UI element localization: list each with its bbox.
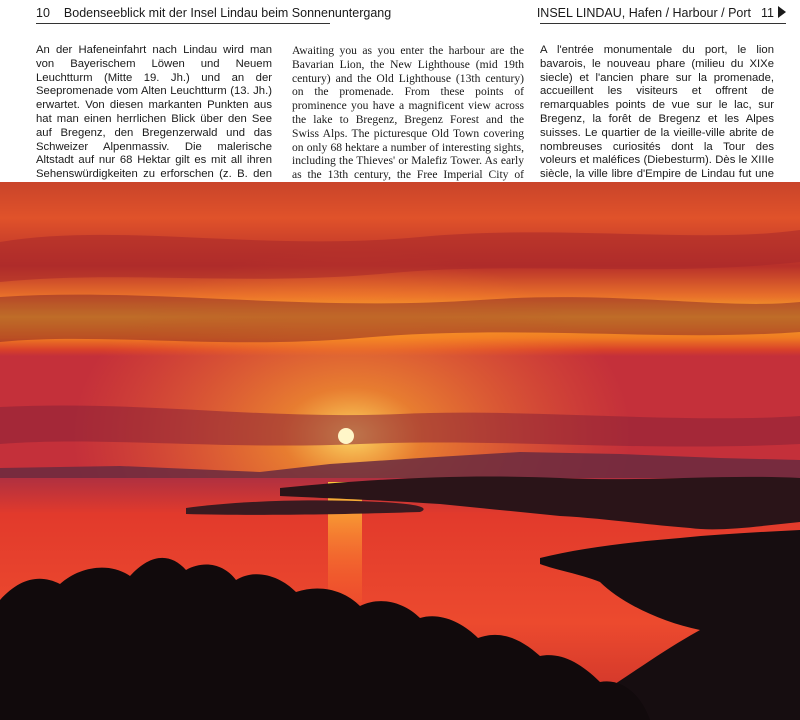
left-header xyxy=(36,6,391,20)
sunset-photo-svg xyxy=(0,182,800,720)
french-text-column: A l'entrée monumentale du port, le lion bavarois, le nouveau phare (milieu du XIXe siecle) et l'ancien phare sur la promenade, accueillent les visiteurs et offrent de remarquables points de vue sur le lac, sur Bregenz, la forêt de Bregenz et les Alpes suisses. Le quartier de la vieille-ville abrite de nombreuses curiosités dont la Tour des voleurs et maléfices (Diebesturm). Dès le XIIIe siècle, la ville libre d'Empire de Lindau fut une xyxy=(540,44,774,181)
left-page-number: 10 xyxy=(36,6,50,20)
left-header-rule xyxy=(36,23,330,24)
sun-reflection xyxy=(328,482,362,602)
right-header xyxy=(537,6,786,20)
next-page-arrow-icon xyxy=(778,6,786,18)
right-page-number: 11 xyxy=(761,6,774,20)
sun xyxy=(338,428,354,444)
english-text-column: Awaiting you as you enter the harbour are the Bavarian Lion, the New Lighthouse (mid 19th century) and the Old Lighthouse (13th century) on the promenade. From these points of prominence you have a magnificent view across the lake to Bregenz, Bregenz Forest and the Swiss Alps. The picturesque Old Town covering on only 68 hektare a number of interesting sights, including the Thieves' or Malefiz Tower. As early as the 13th century, the Free Imperial City of xyxy=(292,44,524,182)
right-header-rule xyxy=(540,23,786,24)
right-page-title: INSEL LINDAU, Hafen / Harbour / Port xyxy=(536,6,752,20)
sunset-photo xyxy=(0,182,800,720)
left-page-title: Bodenseeblick mit der Insel Lindau beim Sonnenuntergang xyxy=(63,6,392,20)
german-text-column: An der Hafeneinfahrt nach Lindau wird man von Bayerischem Löwen und Neuem Leuchtturm (Mitte 19. Jh.) und an der Seepromenade vom Alten Leuchtturm (13. Jh.) erwartet. Von diesen markanten Punkten aus hat man einen herrlichen Blick über den See auf Bregenz, den Bregenzerwald und das Schweizer Alpenmassiv. Die malerische Altstadt auf nur 68 Hektar gilt es mit all ihren Sehenswürdigkeiten zu erforschen (z. B. den xyxy=(36,44,272,181)
page-header xyxy=(0,0,800,40)
